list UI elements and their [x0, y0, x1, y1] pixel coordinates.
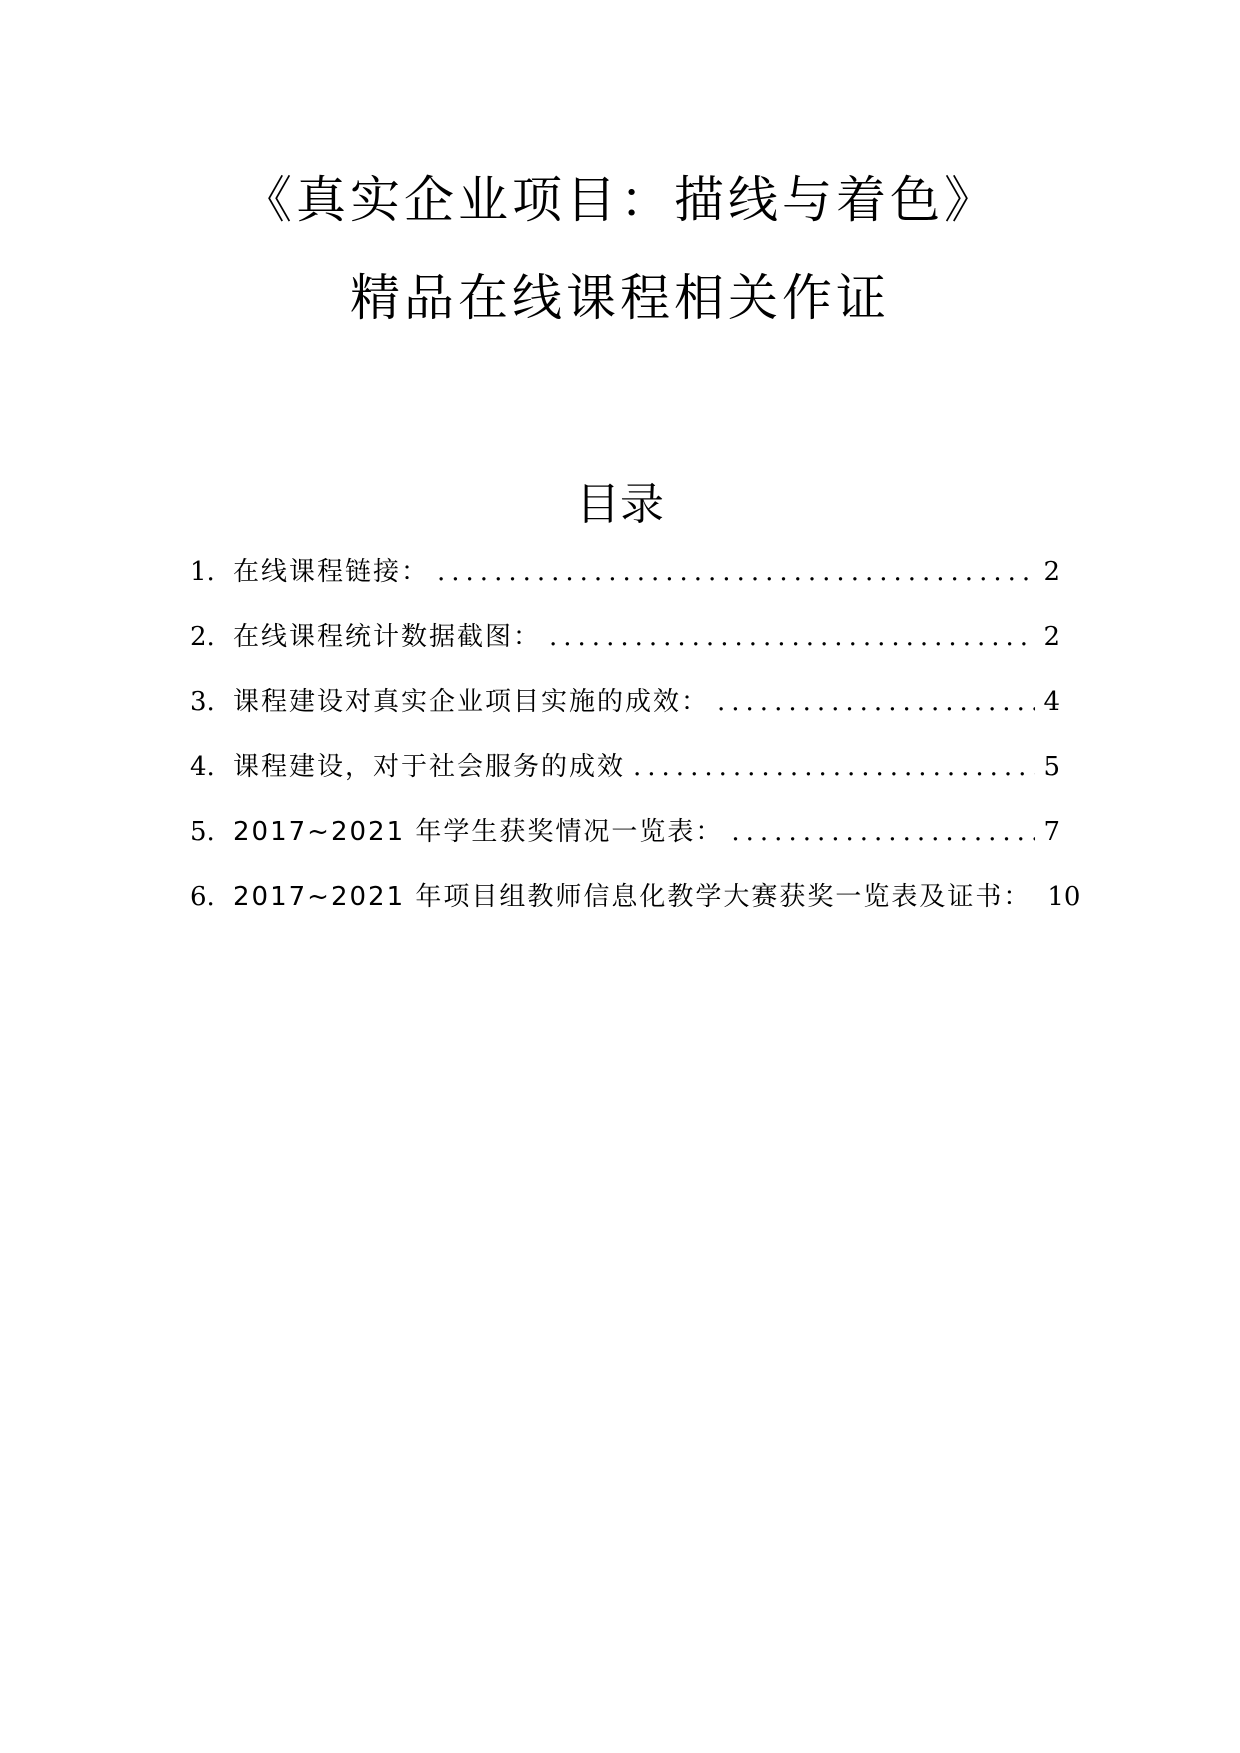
toc-dot-leader [437, 552, 1035, 592]
table-of-contents [190, 552, 1081, 942]
toc-entry-page: 7 [1043, 817, 1060, 847]
toc-entry-text: 2017~2021 年项目组教师信息化教学大赛获奖一览表及证书： [233, 882, 1032, 912]
toc-entry-2[interactable] [190, 617, 1060, 682]
toc-entry-1[interactable] [190, 552, 1060, 617]
toc-entry-number: 3. [190, 687, 215, 717]
document-title-line-2: 精品在线课程相关作证 [350, 269, 890, 327]
toc-entry-page: 2 [1043, 622, 1060, 652]
toc-entry-text: 课程建设对真实企业项目实施的成效： [233, 687, 710, 717]
toc-entry-6[interactable] [190, 877, 1081, 942]
toc-heading: 目录 [576, 479, 664, 530]
toc-entry-page: 10 [1047, 882, 1081, 912]
toc-entry-page: 4 [1043, 687, 1060, 717]
toc-entry-text: 在线课程统计数据截图： [233, 622, 542, 652]
toc-dot-leader [717, 682, 1035, 722]
toc-dot-leader [633, 747, 1035, 787]
toc-entry-number: 6. [190, 882, 215, 912]
toc-entry-text: 在线课程链接： [233, 557, 430, 587]
toc-entry-number: 1. [190, 557, 215, 587]
toc-entry-page: 2 [1043, 557, 1060, 587]
toc-entry-3[interactable] [190, 682, 1060, 747]
toc-entry-text: 课程建设，对于社会服务的成效 [233, 752, 626, 782]
toc-dot-leader [731, 812, 1035, 852]
toc-entry-number: 2. [190, 622, 215, 652]
toc-entry-number: 5. [190, 817, 215, 847]
document-title-line-1: 《真实企业项目：描线与着色》 [242, 171, 998, 229]
toc-entry-text: 2017~2021 年学生获奖情况一览表： [233, 817, 724, 847]
toc-entry-page: 5 [1043, 752, 1060, 782]
toc-entry-number: 4. [190, 752, 215, 782]
toc-entry-5[interactable] [190, 812, 1060, 877]
toc-entry-4[interactable] [190, 747, 1060, 812]
toc-dot-leader [549, 617, 1035, 657]
